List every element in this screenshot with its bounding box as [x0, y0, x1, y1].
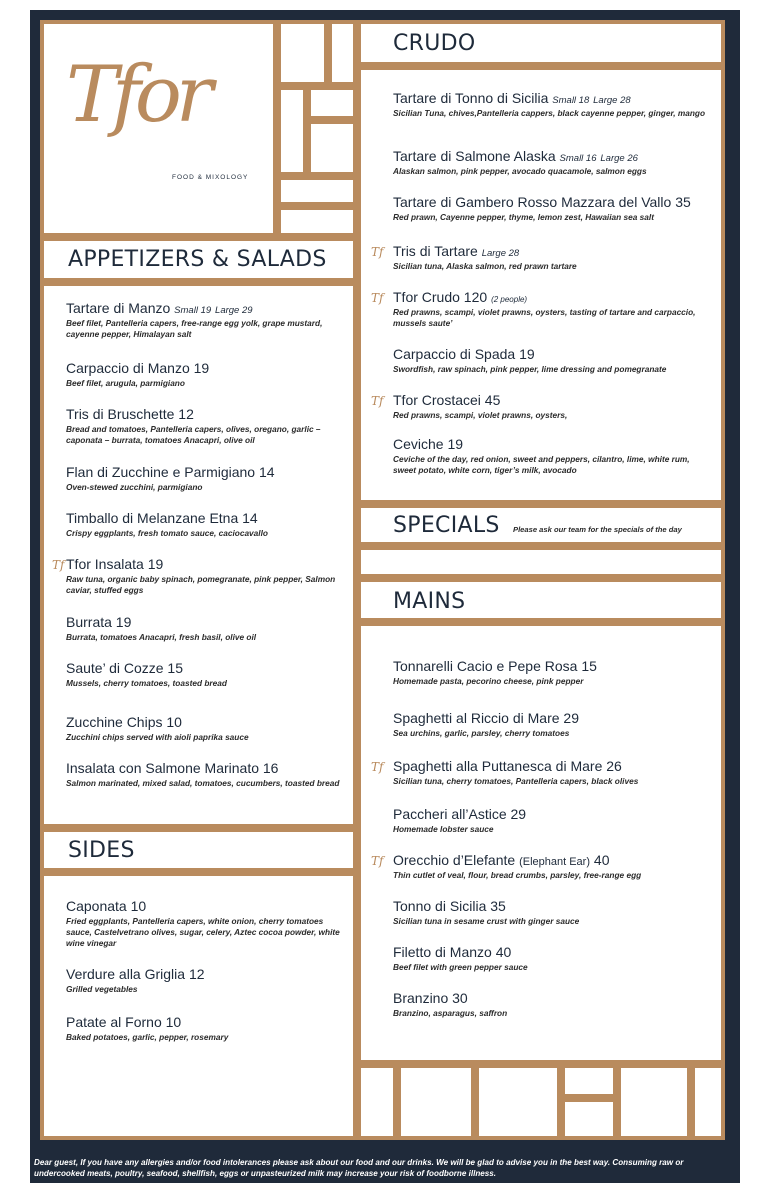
- specials-header: [357, 504, 725, 546]
- item-description: Salmon marinated, mixed salad, tomatoes, cucumbers, toasted bread: [66, 778, 340, 788]
- menu-item: [371, 758, 709, 787]
- menu-item: [66, 714, 341, 743]
- item-name: Caponata 10: [66, 898, 147, 914]
- item-price-large: Large 28: [481, 248, 520, 259]
- item-price-large: Large 26: [600, 153, 638, 164]
- item-description: Red prawns, scampi, violet prawns, oysters,: [393, 410, 568, 420]
- item-description: Sicilian tuna in sesame crust with ginger sauce: [393, 916, 580, 926]
- menu-item: [393, 710, 709, 739]
- item-description: Homemade lobster sauce: [393, 824, 494, 834]
- item-description: Zucchini chips served with aioli paprika sauce: [66, 732, 249, 742]
- item-name: Spaghetti alla Puttanesca di Mare 26: [393, 758, 622, 774]
- item-description: Beef filet, arugula, parmigiano: [66, 378, 185, 388]
- menu-item: [66, 300, 341, 340]
- item-name: Paccheri all’Astice 29: [393, 806, 527, 822]
- item-name: Saute’ di Cozze 15: [66, 660, 183, 676]
- item-name: Carpaccio di Manzo 19: [66, 360, 210, 376]
- section-title: SIDES: [68, 838, 135, 863]
- menu-item: [371, 392, 709, 421]
- tfor-mark-icon: Tf: [371, 760, 384, 774]
- allergy-disclaimer: Dear guest, If you have any allergies and/or food intolerances please ask about our food and our drinks. We will be glad to advise you in the best way. Consuming raw or undercooked meats, poultry, seafood, shellfish, eggs or unpasteurized milk may increase your risk of foodborne illness.: [34, 1158, 684, 1178]
- item-description: Sicilian Tuna, chives,Pantelleria cappers, black cayenne pepper, ginger, mango: [393, 108, 706, 118]
- item-price: 40: [593, 852, 610, 868]
- deco-box: [328, 20, 357, 86]
- menu-item: [66, 966, 341, 995]
- menu-item: [66, 360, 341, 389]
- item-description: Mussels, cherry tomatoes, toasted bread: [66, 678, 227, 688]
- menu-item: [66, 464, 341, 493]
- deco-box: [475, 1064, 561, 1140]
- item-price-small: Small 18: [552, 95, 590, 106]
- logo-panel: [40, 20, 277, 237]
- item-name: Tartare di Tonno di Sicilia: [393, 90, 549, 106]
- deco-box: [617, 1064, 691, 1140]
- item-note: (2 people): [491, 295, 528, 304]
- mains-section: [357, 622, 725, 1064]
- item-description: Red prawn, Cayenne pepper, thyme, lemon zest, Hawaiian sea salt: [393, 212, 654, 222]
- deco-box: [277, 20, 328, 86]
- menu-item: [393, 898, 709, 927]
- menu-item: [371, 289, 709, 329]
- deco-box: [277, 86, 307, 176]
- item-description: Alaskan salmon, pink pepper, avocado quacamole, salmon eggs: [393, 166, 647, 176]
- menu-item: [66, 510, 341, 539]
- menu-item: [393, 346, 709, 375]
- item-description: Burrata, tomatoes Anacapri, fresh basil, olive oil: [66, 632, 257, 642]
- menu-item: [393, 90, 709, 119]
- tfor-mark-icon: Tf: [371, 854, 384, 868]
- item-name: Tonnarelli Cacio e Pepe Rosa 15: [393, 658, 597, 674]
- item-name: Tris di Tartare: [393, 243, 478, 259]
- specials-note: Please ask our team for the specials of the day: [513, 525, 682, 534]
- item-name: Insalata con Salmone Marinato 16: [66, 760, 279, 776]
- item-name: Ceviche 19: [393, 436, 464, 452]
- sides-section: [40, 872, 357, 1140]
- section-title: CRUDO: [393, 31, 476, 56]
- item-name: Burrata 19: [66, 614, 132, 630]
- item-description: Beef filet, Pantelleria capers, free-range egg yolk, grape mustard, cayenne pepper, Himalayan salt: [66, 318, 323, 339]
- item-description: Grilled vegetables: [66, 984, 138, 994]
- item-description: Oven-stewed zucchini, parmigiano: [66, 482, 203, 492]
- menu-item: [52, 556, 341, 596]
- menu-item: [66, 406, 341, 446]
- item-name: Tartare di Gambero Rosso Mazzara del Vallo 35: [393, 194, 691, 210]
- item-description: Thin cutlet of veal, flour, bread crumbs, parsley, free-range egg: [393, 870, 642, 880]
- item-description: Sicilian tuna, Alaska salmon, red prawn tartare: [393, 261, 577, 271]
- item-name: Flan di Zucchine e Parmigiano 14: [66, 464, 275, 480]
- tfor-mark-icon: Tf: [371, 245, 384, 259]
- deco-box: [561, 1098, 617, 1140]
- menu-item: [393, 194, 709, 223]
- menu-item: [393, 148, 709, 177]
- item-name: Tfor Crudo 120: [393, 289, 488, 305]
- menu-item: [393, 990, 709, 1019]
- item-description: Fried eggplants, Pantelleria capers, white onion, cherry tomatoes sauce, Castelvetrano olives, sugar, celery, Aztec cocoa powder, white wine vinegar: [66, 916, 340, 948]
- deco-box: [277, 176, 357, 206]
- tfor-mark-icon: Tf: [52, 558, 65, 572]
- section-title: APPETIZERS & SALADS: [68, 247, 327, 272]
- item-description: Baked potatoes, garlic, pepper, rosemary: [66, 1032, 229, 1042]
- sides-header: [40, 828, 357, 872]
- menu-item: [66, 760, 341, 789]
- deco-box: [277, 206, 357, 237]
- deco-box: [357, 1064, 397, 1140]
- item-price-large: Large 28: [593, 95, 631, 106]
- item-description: Bread and tomatoes, Pantelleria capers, olives, oregano, garlic – caponata – burrata, tomatoes Anacapri, olive oil: [66, 424, 321, 445]
- item-name: Tonno di Sicilia 35: [393, 898, 506, 914]
- item-name: Orecchio d’Elefante: [393, 852, 516, 868]
- item-name: Carpaccio di Spada 19: [393, 346, 535, 362]
- item-description: Branzino, asparagus, saffron: [393, 1008, 508, 1018]
- item-name: Filetto di Manzo 40: [393, 944, 512, 960]
- item-price-small: Small 16: [559, 153, 597, 164]
- item-name: Tfor Insalata 19: [66, 556, 164, 572]
- logo-tagline: FOOD & MIXOLOGY: [172, 174, 249, 181]
- item-name: Verdure alla Griglia 12: [66, 966, 205, 982]
- item-name: Timballo di Melanzane Etna 14: [66, 510, 258, 526]
- menu-item: [66, 614, 341, 643]
- crudo-section: [357, 66, 725, 504]
- item-description: Sea urchins, garlic, parsley, cherry tomatoes: [393, 728, 570, 738]
- item-name: Tfor Crostacei 45: [393, 392, 501, 408]
- appetizers-header: [40, 237, 357, 282]
- deco-box: [397, 1064, 475, 1140]
- section-title: MAINS: [393, 589, 466, 614]
- section-title: SPECIALS: [393, 513, 500, 538]
- menu-item: [66, 660, 341, 689]
- item-description: Homemade pasta, pecorino cheese, pink pepper: [393, 676, 584, 686]
- deco-box: [307, 86, 357, 120]
- item-name: Spaghetti al Riccio di Mare 29: [393, 710, 579, 726]
- tfor-mark-icon: Tf: [371, 291, 384, 305]
- item-description: Raw tuna, organic baby spinach, pomegranate, pink pepper, Salmon caviar, stuffed eggs: [66, 574, 336, 595]
- item-price-large: Large 29: [215, 305, 253, 316]
- item-name: Tartare di Salmone Alaska: [393, 148, 556, 164]
- logo-text: Tfor: [66, 50, 208, 140]
- deco-box: [561, 1064, 617, 1098]
- tfor-mark-icon: Tf: [371, 394, 384, 408]
- deco-box: [691, 1064, 725, 1140]
- menu-item: [66, 898, 341, 949]
- menu-item: [393, 806, 709, 835]
- item-description: Ceviche of the day, red onion, sweet and peppers, cilantro, lime, white rum, sweet potato, white corn, tiger’s milk, avocado: [393, 454, 690, 475]
- item-name: Tartare di Manzo: [66, 300, 171, 316]
- menu-item: [393, 658, 709, 687]
- item-name: Tris di Bruschette 12: [66, 406, 194, 422]
- menu-item: [371, 852, 709, 881]
- item-description: Crispy eggplants, fresh tomato sauce, caciocavallo: [66, 528, 268, 538]
- item-description: Red prawns, scampi, violet prawns, oysters, tasting of tartare and carpaccio, mussels saute’: [393, 307, 696, 328]
- item-price-small: Small 19: [174, 305, 212, 316]
- item-note: (Elephant Ear): [519, 856, 591, 868]
- item-description: Sicilian tuna, cherry tomatoes, Pantelleria capers, black olives: [393, 776, 639, 786]
- deco-box: [307, 120, 357, 176]
- mains-header: [357, 578, 725, 622]
- spacer-box: [357, 546, 725, 578]
- item-name: Branzino 30: [393, 990, 468, 1006]
- item-description: Beef filet with green pepper sauce: [393, 962, 528, 972]
- item-name: Patate al Forno 10: [66, 1014, 182, 1030]
- crudo-header: [357, 20, 725, 66]
- item-name: Zucchine Chips 10: [66, 714, 182, 730]
- menu-item: [66, 1014, 341, 1043]
- item-description: Swordfish, raw spinach, pink pepper, lime dressing and pomegranate: [393, 364, 667, 374]
- menu-item: [393, 436, 709, 476]
- menu-item: [371, 243, 709, 272]
- menu-item: [393, 944, 709, 973]
- appetizers-section: [40, 282, 357, 828]
